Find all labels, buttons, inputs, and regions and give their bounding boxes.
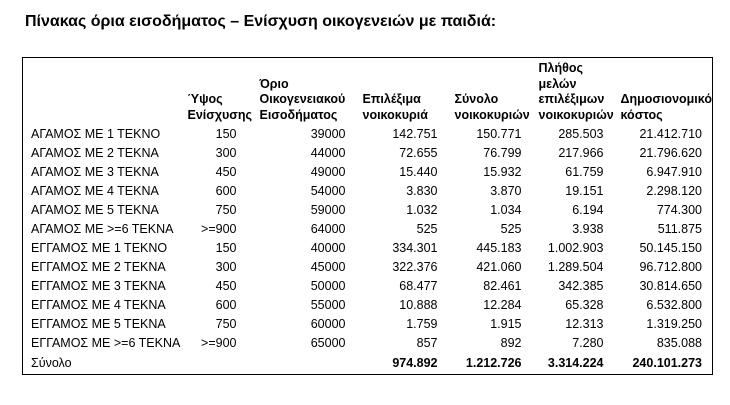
cell-value: 150 xyxy=(215,127,237,141)
cell-value: 44000 xyxy=(310,146,346,160)
cell-value: 30.814.650 xyxy=(639,279,702,293)
total-value xyxy=(181,353,253,375)
cell-value: 1.759 xyxy=(406,317,438,331)
cell-value: 300 xyxy=(215,146,237,160)
column-header: Δημοσιονομικό κόστος xyxy=(620,92,712,122)
cell-value: 334.301 xyxy=(392,241,438,255)
table-row xyxy=(23,201,713,220)
cell-value: 445.183 xyxy=(476,241,522,255)
cell-value: 15.440 xyxy=(399,165,438,179)
cell-value: 10.888 xyxy=(399,298,438,312)
cell-value: 65.328 xyxy=(565,298,604,312)
cell-value: 59000 xyxy=(310,203,346,217)
cell-value: 1.034 xyxy=(490,203,522,217)
cell-value: 96.712.800 xyxy=(639,260,702,274)
total-value: 240.101.273 xyxy=(632,356,702,370)
cell-value: 600 xyxy=(215,298,237,312)
row-label: ΕΓΓΑΜΟΣ ΜΕ 5 ΤΕΚΝΑ xyxy=(31,317,166,331)
cell-value: 15.932 xyxy=(483,165,522,179)
cell-value: 421.060 xyxy=(476,260,522,274)
total-value: 1.212.726 xyxy=(465,356,522,370)
cell-value: 142.751 xyxy=(392,127,438,141)
cell-value: 64000 xyxy=(310,222,346,236)
row-label: ΑΓΑΜΟΣ ΜΕ 4 ΤΕΚΝΑ xyxy=(31,184,159,198)
cell-value: 61.759 xyxy=(565,165,604,179)
table-row xyxy=(23,182,713,201)
row-label: ΕΓΓΑΜΟΣ ΜΕ 4 ΤΕΚΝΑ xyxy=(31,298,166,312)
table-header xyxy=(23,58,713,126)
cell-value: 19.151 xyxy=(565,184,604,198)
total-value: 974.892 xyxy=(392,356,438,370)
cell-value: 750 xyxy=(215,317,237,331)
cell-value: 50000 xyxy=(310,279,346,293)
table-row xyxy=(23,239,713,258)
table-row xyxy=(23,277,713,296)
cell-value: >=900 xyxy=(201,222,237,236)
column-header xyxy=(23,58,181,126)
row-label: ΕΓΓΑΜΟΣ ΜΕ 1 ΤΕΚΝΟ xyxy=(31,241,168,255)
cell-value: 50.145.150 xyxy=(639,241,702,255)
cell-value: 150.771 xyxy=(476,127,522,141)
cell-value: 217.966 xyxy=(558,146,604,160)
column-header: Πλήθος μελών επιλέξιμων νοικοκυριών xyxy=(538,61,614,122)
cell-value: 1.915 xyxy=(490,317,522,331)
cell-value: 450 xyxy=(215,165,237,179)
cell-value: 322.376 xyxy=(392,260,438,274)
table-footer xyxy=(23,353,713,375)
cell-value: 45000 xyxy=(310,260,346,274)
cell-value: 6.532.800 xyxy=(646,298,702,312)
cell-value: 511.875 xyxy=(657,222,702,236)
row-label: ΕΓΓΑΜΟΣ ΜΕ 2 ΤΕΚΝΑ xyxy=(31,260,166,274)
cell-value: 12.284 xyxy=(483,298,522,312)
total-value: 3.314.224 xyxy=(547,356,604,370)
income-limits-table-container xyxy=(22,57,713,375)
cell-value: 525 xyxy=(500,222,522,236)
table-row xyxy=(23,163,713,182)
table-body xyxy=(23,125,713,353)
cell-value: 40000 xyxy=(310,241,346,255)
cell-value: 2.298.120 xyxy=(646,184,702,198)
table-row xyxy=(23,334,713,353)
cell-value: 300 xyxy=(215,260,237,274)
cell-value: 1.032 xyxy=(406,203,438,217)
cell-value: 72.655 xyxy=(399,146,438,160)
cell-value: 12.313 xyxy=(565,317,604,331)
total-value xyxy=(253,353,356,375)
cell-value: 6.947.910 xyxy=(646,165,702,179)
cell-value: 7.280 xyxy=(572,336,604,350)
cell-value: 6.194 xyxy=(572,203,604,217)
cell-value: 76.799 xyxy=(483,146,522,160)
cell-value: 600 xyxy=(215,184,237,198)
cell-value: 39000 xyxy=(310,127,346,141)
table-row xyxy=(23,315,713,334)
cell-value: 1.289.504 xyxy=(547,260,604,274)
column-header: Σύνολο νοικοκυριών xyxy=(454,92,530,122)
row-label: ΕΓΓΑΜΟΣ ΜΕ >=6 ΤΕΚΝΑ xyxy=(31,336,181,350)
cell-value: 3.870 xyxy=(490,184,522,198)
cell-value: 55000 xyxy=(310,298,346,312)
cell-value: 774.300 xyxy=(656,203,702,217)
cell-value: 21.796.620 xyxy=(639,146,702,160)
cell-value: 1.319.250 xyxy=(646,317,702,331)
income-limits-table xyxy=(22,57,713,375)
cell-value: 54000 xyxy=(310,184,346,198)
cell-value: 285.503 xyxy=(558,127,604,141)
row-label: ΑΓΑΜΟΣ ΜΕ 2 ΤΕΚΝΑ xyxy=(31,146,159,160)
row-label: ΑΓΑΜΟΣ ΜΕ >=6 ΤΕΚΝΑ xyxy=(31,222,174,236)
column-header: Επιλέξιμα νοικοκυριά xyxy=(362,92,428,122)
cell-value: 3.830 xyxy=(406,184,438,198)
row-label: ΑΓΑΜΟΣ ΜΕ 5 ΤΕΚΝΑ xyxy=(31,203,159,217)
total-row xyxy=(23,353,713,375)
cell-value: 1.002.903 xyxy=(547,241,604,255)
cell-value: 68.477 xyxy=(399,279,438,293)
cell-value: 892 xyxy=(500,336,522,350)
cell-value: 835.088 xyxy=(656,336,702,350)
cell-value: 857 xyxy=(416,336,438,350)
cell-value: 82.461 xyxy=(483,279,522,293)
cell-value: 342.385 xyxy=(558,279,604,293)
row-label: ΑΓΑΜΟΣ ΜΕ 3 ΤΕΚΝΑ xyxy=(31,165,159,179)
table-row xyxy=(23,296,713,315)
cell-value: 21.412.710 xyxy=(639,127,702,141)
cell-value: 60000 xyxy=(310,317,346,331)
header-row xyxy=(23,58,713,126)
cell-value: 3.938 xyxy=(572,222,604,236)
column-header: Όριο Οικογενειακού Εισοδήματος xyxy=(259,76,346,122)
cell-value: 65000 xyxy=(310,336,346,350)
cell-value: 450 xyxy=(215,279,237,293)
total-label: Σύνολο xyxy=(31,356,72,370)
cell-value: 525 xyxy=(416,222,438,236)
table-row xyxy=(23,144,713,163)
cell-value: 49000 xyxy=(310,165,346,179)
cell-value: 150 xyxy=(215,241,237,255)
page-title: Πίνακας όρια εισοδήματος – Ενίσχυση οικογενειών με παιδιά: xyxy=(25,13,497,30)
row-label: ΕΓΓΑΜΟΣ ΜΕ 3 ΤΕΚΝΑ xyxy=(31,279,166,293)
cell-value: >=900 xyxy=(201,336,237,350)
cell-value: 750 xyxy=(215,203,237,217)
table-row xyxy=(23,125,713,144)
table-row xyxy=(23,220,713,239)
table-row xyxy=(23,258,713,277)
column-header: Ύψος Ενίσχυσης xyxy=(187,92,252,122)
row-label: ΑΓΑΜΟΣ ΜΕ 1 ΤΕΚΝΟ xyxy=(31,127,161,141)
